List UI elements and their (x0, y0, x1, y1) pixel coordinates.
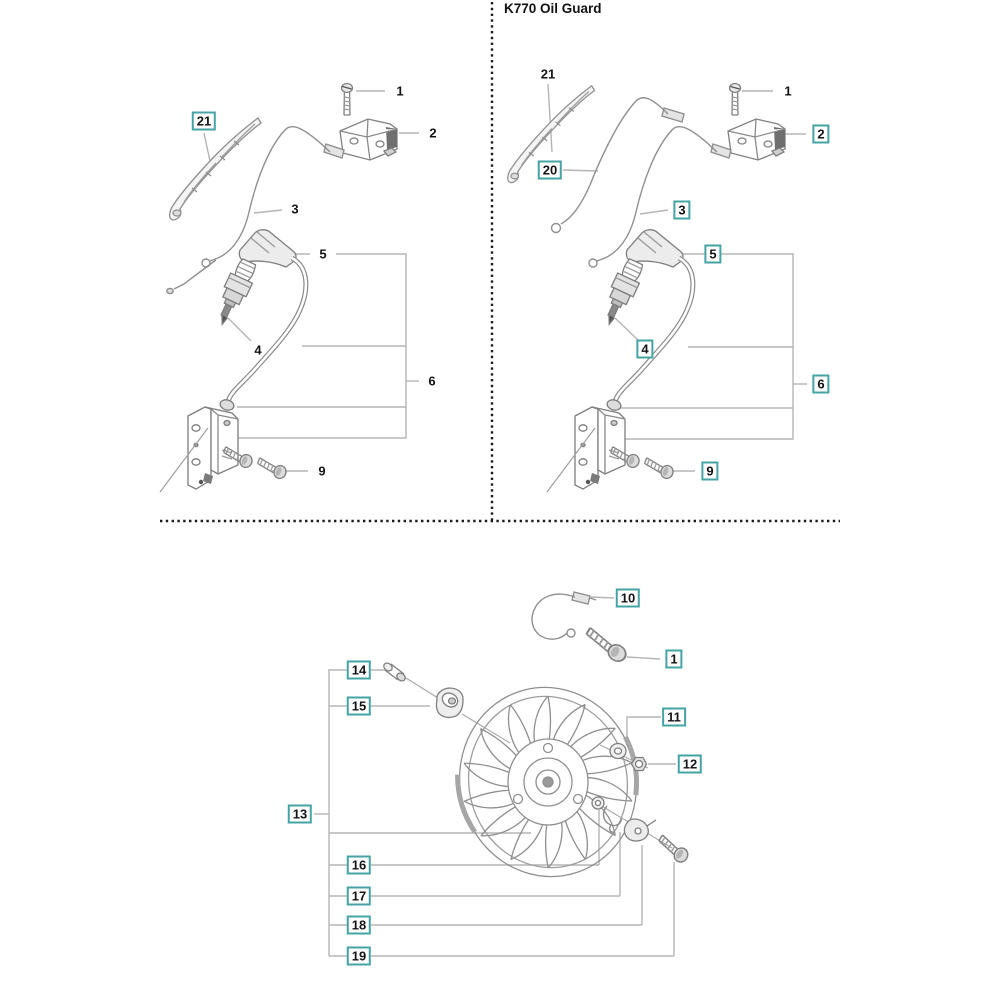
pawl-washer-art (592, 797, 604, 809)
callout-standard-3: 3 (291, 201, 299, 217)
callout-standard-1: 1 (396, 83, 404, 99)
callout-oilguard-5: 5 (704, 245, 721, 264)
section-title: K770 Oil Guard (504, 1, 602, 16)
flywheel-washer-art (610, 744, 626, 759)
callout-flywheel-19: 19 (347, 947, 371, 966)
callout-oilguard-9: 9 (701, 462, 718, 481)
callout-flywheel-1: 1 (665, 650, 682, 669)
callout-standard-5: 5 (319, 246, 327, 262)
standard-ignition-art (160, 84, 419, 493)
oil-guard-ignition-art (508, 84, 807, 493)
pawl-screw-art (655, 835, 690, 865)
callout-oilguard-3: 3 (673, 201, 690, 220)
ignition-module-art (728, 119, 785, 160)
callout-standard-2: 2 (429, 125, 437, 141)
callout-flywheel-17: 17 (347, 887, 371, 906)
ignition-screw-art (342, 84, 353, 116)
callout-flywheel-14: 14 (347, 661, 371, 680)
retainer-clip-art (170, 118, 261, 220)
callout-standard-6: 6 (428, 373, 436, 389)
callout-flywheel-15: 15 (347, 697, 371, 716)
ignition-screw-art (730, 84, 741, 116)
callout-flywheel-12: 12 (678, 755, 702, 774)
callout-standard-4: 4 (254, 342, 262, 358)
ground-wire-art (532, 592, 596, 639)
spark-plug-assembly-art (547, 230, 693, 492)
callout-oilguard-20: 20 (538, 161, 562, 180)
oil-guard-harness-art (552, 98, 685, 233)
ignition-module-art (340, 119, 397, 160)
callout-oilguard-4: 4 (636, 340, 653, 359)
callout-flywheel-11: 11 (662, 708, 686, 727)
callout-flywheel-10: 10 (616, 589, 640, 608)
starter-pawl-art (624, 819, 656, 841)
callout-standard-21: 21 (192, 112, 216, 131)
flywheel-key-art (382, 662, 406, 683)
callout-oilguard-21: 21 (540, 66, 556, 82)
flywheel-wire-screw-art (582, 627, 628, 664)
flywheel-nut-art (632, 758, 647, 771)
callout-oilguard-2: 2 (812, 125, 829, 144)
callout-oilguard-1: 1 (784, 83, 792, 99)
collar-nut-art (436, 688, 463, 717)
callout-oilguard-6: 6 (812, 375, 829, 394)
flywheel-art (439, 668, 657, 895)
callout-flywheel-13: 13 (288, 805, 312, 824)
pawl-spring-art (604, 806, 622, 832)
spark-plug-assembly-art (160, 230, 306, 492)
callout-flywheel-18: 18 (347, 916, 371, 935)
callout-flywheel-16: 16 (347, 856, 371, 875)
callout-standard-9: 9 (318, 463, 326, 479)
